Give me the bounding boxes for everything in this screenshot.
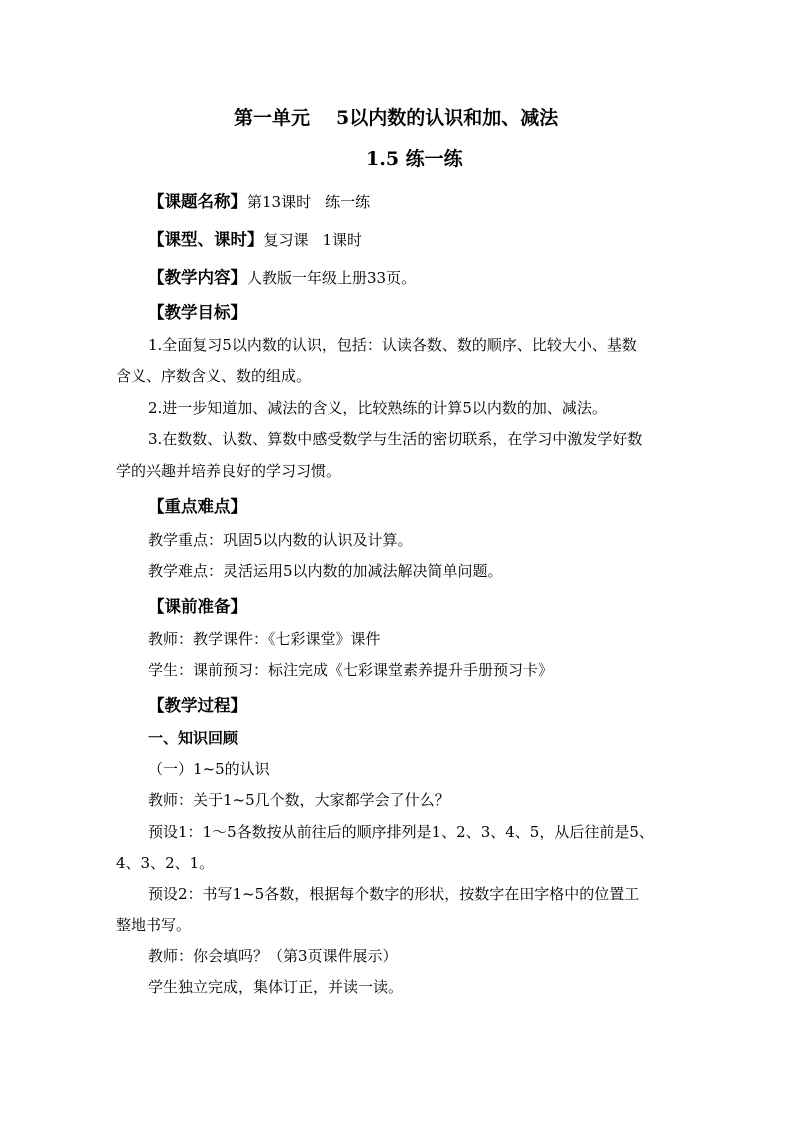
process-question-2: 教师：你会填吗？（第3页课件展示） (148, 947, 398, 965)
preparation-student: 学生：课前预习：标注完成《七彩课堂素养提升手册预习卡》 (148, 661, 554, 679)
process-student-activity: 学生独立完成，集体订正，并读一读。 (148, 978, 404, 996)
preparation-teacher: 教师：教学课件：《七彩课堂》课件 (148, 630, 381, 648)
unit-label: 第一单元 (234, 107, 311, 129)
unit-title-line (234, 106, 558, 130)
key-points-heading: 【重点难点】 (148, 497, 247, 516)
process-preset-2-line-1: 预设2：书写1~5各数，根据每个数字的形状，按数字在田字格中的位置工 (148, 885, 640, 903)
topic-label: 【课题名称】 (148, 192, 247, 211)
goal-3-line-1: 3.在数数、认数、算数中感受数学与生活的密切联系，在学习中激发学好数 (148, 430, 643, 448)
goal-2: 2.进一步知道加、减法的含义，比较熟练的计算5以内数的加、减法。 (148, 399, 607, 417)
type-row (148, 230, 362, 250)
goal-3-line-2: 学的兴趣并培养良好的学习习惯。 (116, 462, 342, 480)
type-value-hours: 1课时 (322, 231, 363, 249)
unit-title: 5以内数的认识和加、减法 (336, 107, 559, 129)
goals-heading: 【教学目标】 (148, 303, 247, 322)
content-value: 人教版一年级上册33页。 (247, 269, 417, 287)
lesson-title: 1.5 练一练 (366, 148, 463, 170)
process-question-1: 教师：关于1~5几个数，大家都学会了什么？ (148, 791, 450, 809)
preparation-heading: 【课前准备】 (148, 597, 247, 616)
topic-value-lesson: 第13课时 (247, 193, 312, 211)
process-subsection-1: （一）1~5的认识 (148, 760, 270, 778)
goal-1-line-2: 含义、序数含义、数的组成。 (116, 367, 312, 385)
key-point-difficulty: 教学难点：灵活运用5以内数的加减法解决简单问题。 (148, 562, 503, 580)
process-section-1: 一、知识回顾 (148, 729, 239, 747)
key-point-focus: 教学重点：巩固5以内数的认识及计算。 (148, 531, 413, 549)
process-preset-1-line-1: 预设1：1～5各数按从前往后的顺序排列是1、2、3、4、5，从后往前是5、 (148, 823, 654, 841)
process-heading: 【教学过程】 (148, 696, 247, 715)
goal-1-line-1: 1.全面复习5以内数的认识，包括：认读各数、数的顺序、比较大小、基数 (148, 336, 637, 354)
topic-value-name: 练一练 (325, 193, 371, 211)
topic-row (148, 192, 370, 212)
process-preset-2-line-2: 整地书写。 (116, 916, 192, 934)
content-row (148, 268, 416, 288)
type-label: 【课型、课时】 (148, 230, 264, 249)
process-preset-1-line-2: 4、3、2、1。 (116, 854, 215, 872)
content-label: 【教学内容】 (148, 268, 247, 287)
type-value-kind: 复习课 (263, 231, 309, 249)
